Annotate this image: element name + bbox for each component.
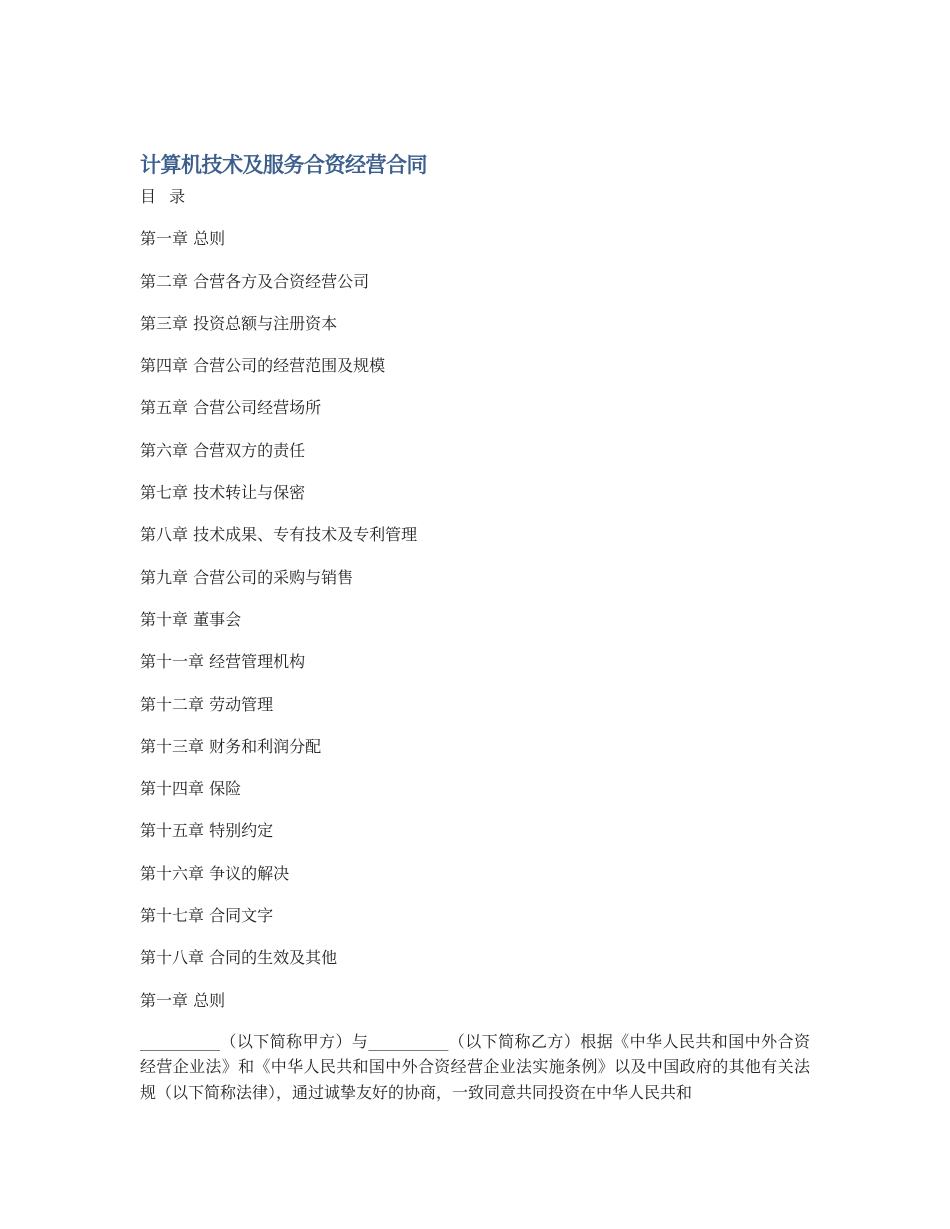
toc-item: 第七章 技术转让与保密 <box>140 483 306 503</box>
toc-item: 第三章 投资总额与注册资本 <box>140 313 338 333</box>
toc-item: 第十章 董事会 <box>140 609 242 629</box>
table-of-contents <box>140 228 810 969</box>
document-title: 计算机技术及服务合资经营合同 <box>140 153 427 177</box>
body-paragraph: __________（以下简称甲方）与__________（以下简称乙方）根据《中华人民共和国中外合资经营企业法》和《中华人民共和国中外合资经营企业法实施条例》以及中国政府的其他有关法规（以下简称法律），通过诚挚友好的协商，一致同意共同投资在中华人民共和 <box>140 1031 810 1102</box>
toc-item: 第十八章 合同的生效及其他 <box>140 948 338 968</box>
toc-item: 第八章 技术成果、专有技术及专利管理 <box>140 525 418 545</box>
toc-item: 第五章 合营公司经营场所 <box>140 398 322 418</box>
toc-item: 第四章 合营公司的经营范围及规模 <box>140 356 386 376</box>
toc-item: 第十二章 劳动管理 <box>140 694 274 714</box>
toc-item: 第十五章 特别约定 <box>140 821 274 841</box>
toc-item: 第十七章 合同文字 <box>140 906 274 926</box>
toc-item: 第九章 合营公司的采购与销售 <box>140 567 354 587</box>
toc-item: 第二章 合营各方及合资经营公司 <box>140 271 370 291</box>
toc-item: 第十一章 经营管理机构 <box>140 652 306 672</box>
toc-item: 第十四章 保险 <box>140 779 242 799</box>
document-page <box>140 150 810 1121</box>
toc-item: 第六章 合营双方的责任 <box>140 440 306 460</box>
section-heading: 第一章 总则 <box>140 990 226 1010</box>
toc-item: 第十三章 财务和利润分配 <box>140 736 322 756</box>
toc-item: 第一章 总则 <box>140 229 226 249</box>
toc-heading: 目 录 <box>140 187 190 206</box>
toc-item: 第十六章 争议的解决 <box>140 863 290 883</box>
